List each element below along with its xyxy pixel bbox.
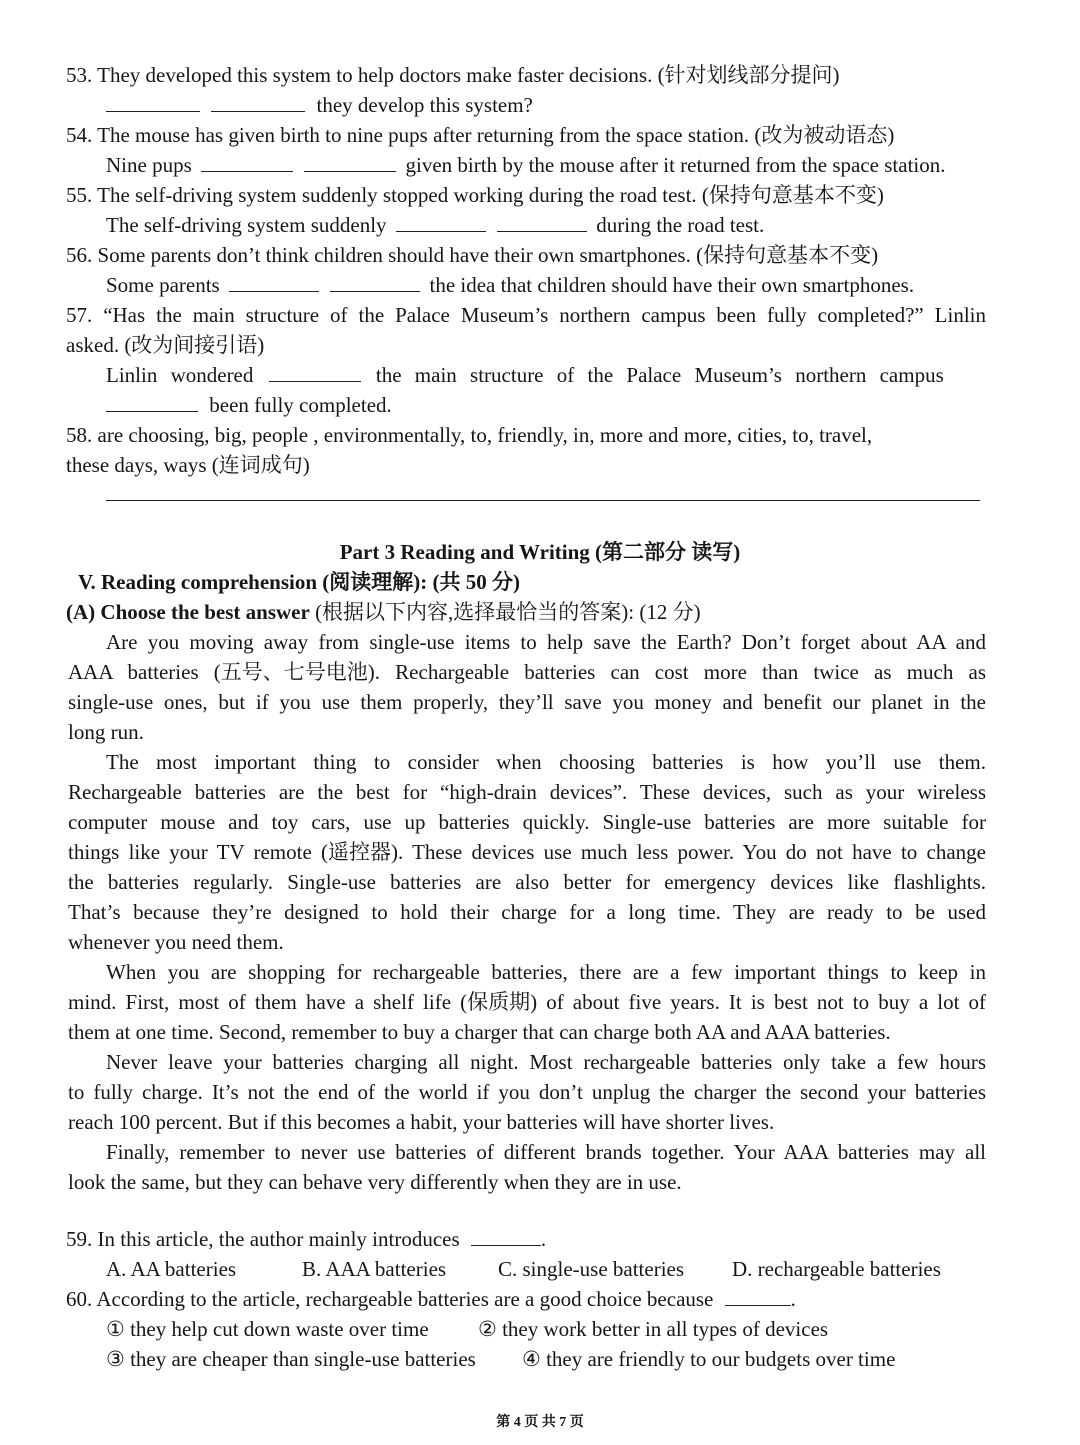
passage-line: look the same, but they can behave very differently when they are in use. <box>68 1170 682 1194</box>
answer-blank[interactable] <box>396 211 486 232</box>
q60-stem: 60. According to the article, rechargeable batteries are a good choice because . <box>66 1287 796 1311</box>
answer-blank[interactable] <box>211 91 305 112</box>
q53-answer-tail: they develop this system? <box>316 93 533 117</box>
part3-title: Part 3 Reading and Writing (第二部分 读写) <box>339 540 741 564</box>
answer-blank[interactable] <box>269 361 361 382</box>
passage-line <box>68 897 986 927</box>
page-number: 第 4 页 共 7 页 <box>496 1415 584 1430</box>
q53-answer <box>106 90 1080 120</box>
passage-line-text: computer mouse and toy cars, use up batteries quickly. Single-use batteries are more suitable for <box>68 810 986 834</box>
q59-option-c[interactable]: C. single-use batteries <box>498 1257 685 1281</box>
q57-answer-mid: the main structure of the Palace Museum’s northern campus <box>375 363 944 387</box>
q59-stem: 59. In this article, the author mainly introduces . <box>66 1227 547 1251</box>
passage-line <box>68 987 986 1017</box>
q56-answer-head: Some parents <box>106 273 220 297</box>
answer-blank[interactable] <box>330 271 420 292</box>
passage-line <box>68 837 986 867</box>
passage-line <box>106 627 986 657</box>
passage-line <box>68 777 986 807</box>
q57-answer-line2 <box>106 390 1080 420</box>
passage-line-text: That’s because they’re designed to hold their charge for a long time. They are ready to be used <box>68 900 986 924</box>
passage-line <box>106 1137 986 1167</box>
passage-line-text: When you are shopping for rechargeable batteries, there are a few important things to keep in <box>106 960 986 984</box>
passage-line <box>68 687 986 717</box>
answer-blank[interactable] <box>471 1225 541 1246</box>
q54-answer <box>106 150 1080 180</box>
q54-answer-tail: given birth by the mouse after it returned from the space station. <box>405 153 946 177</box>
passage-line: reach 100 percent. But if this becomes a habit, your batteries will have shorter lives. <box>68 1110 775 1134</box>
q56-prompt: 56. Some parents don’t think children should have their own smartphones. (保持句意基本不变) <box>66 243 879 267</box>
q55-answer-head: The self-driving system suddenly <box>106 213 387 237</box>
q57-answer-tail: been fully completed. <box>209 393 392 417</box>
passage-line-text: the batteries regularly. Single-use batteries are also better for emergency devices like flashlights. <box>68 870 986 894</box>
section-v-title: V. Reading comprehension (阅读理解): (共 50 分) <box>78 570 520 594</box>
passage-line <box>106 957 986 987</box>
passage-line: them at one time. Second, remember to buy a charger that can charge both AA and AAA batteries. <box>68 1020 891 1044</box>
q57-answer <box>106 360 986 390</box>
q60-option-3[interactable]: ③ they are cheaper than single-use batteries <box>106 1347 476 1371</box>
passage-line <box>68 1077 986 1107</box>
q54-prompt: 54. The mouse has given birth to nine pups after returning from the space station. (改为被动语态) <box>66 123 895 147</box>
answer-blank[interactable] <box>201 151 293 172</box>
q60-option-4[interactable]: ④ they are friendly to our budgets over time <box>522 1347 896 1371</box>
q58-answer-line[interactable] <box>106 500 980 501</box>
q58-prompt-line1: 58. are choosing, big, people , environmentally, to, friendly, in, more and more, cities, to, travel, <box>66 423 873 447</box>
q59-option-a[interactable]: A. AA batteries <box>106 1257 237 1281</box>
q56-answer <box>106 270 1080 300</box>
passage-line-text: single-use ones, but if you use them properly, they’ll save you money and benefit our planet in the <box>68 690 986 714</box>
answer-blank[interactable] <box>725 1285 791 1306</box>
q60-option-2[interactable]: ② they work better in all types of devices <box>478 1317 829 1341</box>
q57-prompt-line2: asked. (改为间接引语) <box>66 333 265 357</box>
answer-blank[interactable] <box>304 151 396 172</box>
q57-answer-head: Linlin wondered <box>106 363 254 387</box>
q59-option-b[interactable]: B. AAA batteries <box>302 1257 447 1281</box>
passage-line-text: Are you moving away from single-use items to help save the Earth? Don’t forget about AA and <box>106 630 986 654</box>
answer-blank[interactable] <box>497 211 587 232</box>
q56-answer-tail: the idea that children should have their own smartphones. <box>429 273 915 297</box>
answer-blank[interactable] <box>106 91 200 112</box>
passage-line-text: mind. First, most of them have a shelf life (保质期) of about five years. It is best not to buy a lot of <box>68 990 986 1014</box>
passage-line-text: to fully charge. It’s not the end of the world if you don’t unplug the charger the second your batteries <box>68 1080 986 1104</box>
passage-line-text: Finally, remember to never use batteries of different brands together. Your AAA batteries may all <box>106 1140 986 1164</box>
q55-answer-tail: during the road test. <box>596 213 765 237</box>
passage-line-text: AAA batteries (五号、七号电池). Rechargeable batteries can cost more than twice as much as <box>68 660 986 684</box>
passage-line-text: things like your TV remote (遥控器). These devices use much less power. You do not have to change <box>68 840 986 864</box>
q55-answer <box>106 210 1080 240</box>
passage-line <box>106 1047 986 1077</box>
passage-line: long run. <box>68 720 144 744</box>
q53-prompt: 53. They developed this system to help doctors make faster decisions. (针对划线部分提问) <box>66 63 840 87</box>
section-a-title: (A) Choose the best answer (根据以下内容,选择最恰当的答案): (12 分) <box>66 600 701 624</box>
passage-line <box>68 807 986 837</box>
q57-prompt-line1: 57. “Has the main structure of the Palace Museum’s northern campus been fully completed?” Linlin <box>66 303 986 327</box>
passage-line <box>68 867 986 897</box>
q55-prompt: 55. The self-driving system suddenly stopped working during the road test. (保持句意基本不变) <box>66 183 884 207</box>
answer-blank[interactable] <box>229 271 319 292</box>
q60-option-1[interactable]: ① they help cut down waste over time <box>106 1317 429 1341</box>
q59-option-d[interactable]: D. rechargeable batteries <box>732 1257 941 1281</box>
passage-line-text: Never leave your batteries charging all night. Most rechargeable batteries only take a few hours <box>106 1050 986 1074</box>
passage-line-text: Rechargeable batteries are the best for “high-drain devices”. These devices, such as your wireless <box>68 780 986 804</box>
q54-answer-head: Nine pups <box>106 153 192 177</box>
q58-prompt-line2: these days, ways (连词成句) <box>66 453 310 477</box>
passage-line <box>68 657 986 687</box>
answer-blank[interactable] <box>106 391 198 412</box>
passage-line: whenever you need them. <box>68 930 284 954</box>
passage-line-text: The most important thing to consider when choosing batteries is how you’ll use them. <box>106 750 986 774</box>
passage-line <box>106 747 986 777</box>
